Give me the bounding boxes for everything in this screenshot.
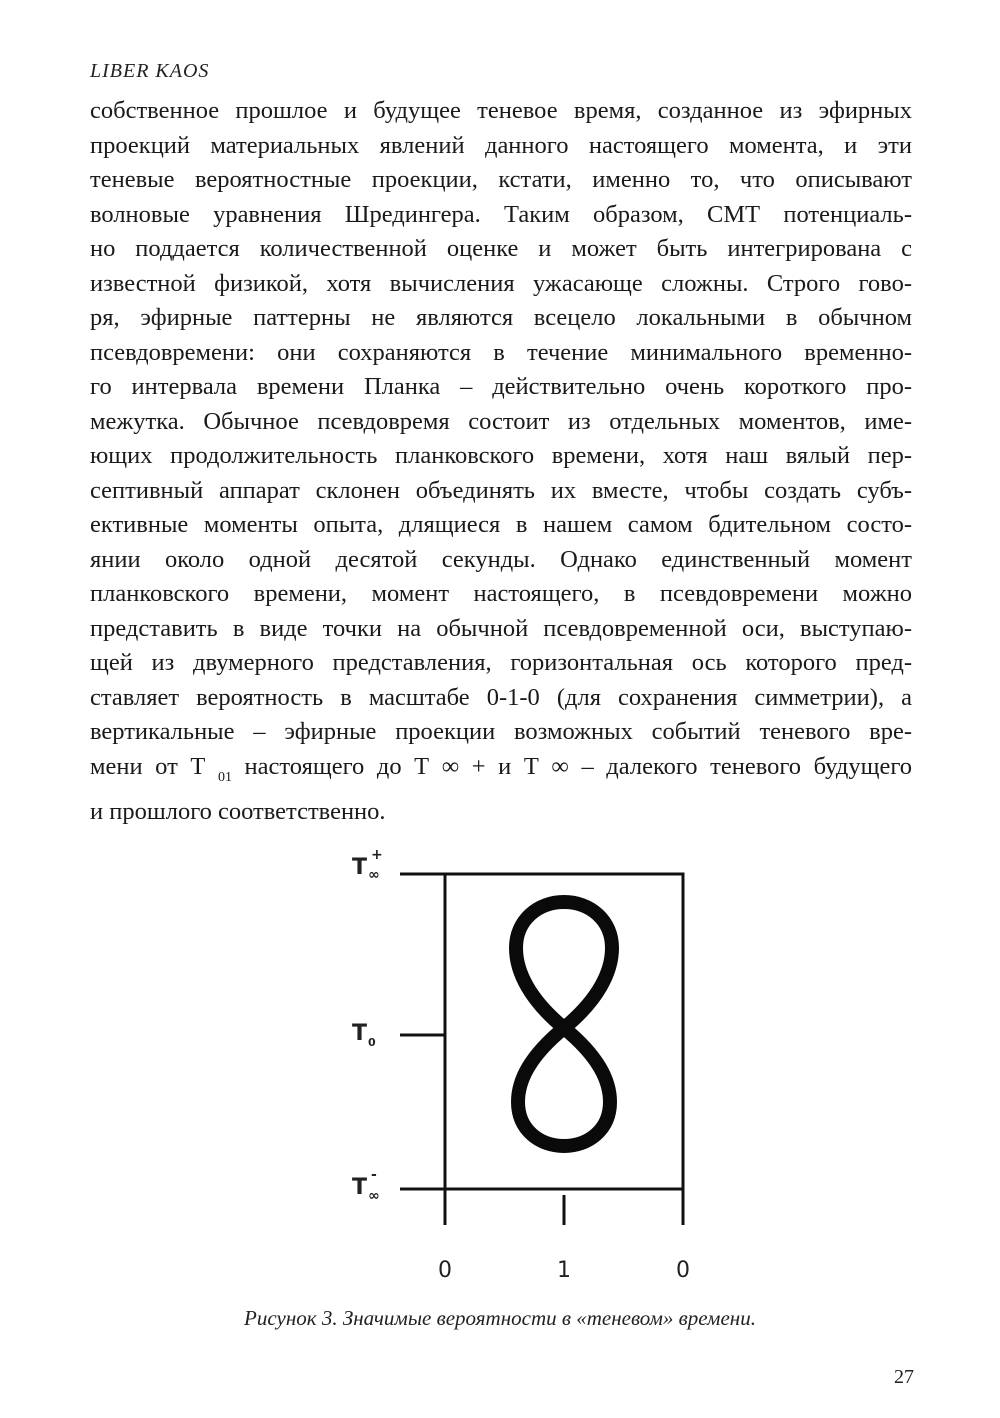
text-line: представить в виде точки на обычной псевдовременной оси, выступаю- — [90, 614, 912, 642]
figure-caption: Рисунок 3. Значимые вероятности в «теневом» времени. — [244, 1306, 756, 1330]
label-sup: - — [371, 1167, 377, 1183]
label-sub: ∞ — [368, 867, 380, 883]
label-t-inf-plus — [352, 847, 383, 883]
text-line: вертикальные – эфирные проекции возможных событий теневого вре- — [90, 718, 912, 745]
text-line: щей из двумерного представления, горизонтальная ось которого пред- — [90, 649, 912, 676]
text-line: ставляет вероятность в масштабе 0-1-0 (для сохранения симметрии), а — [90, 683, 912, 711]
x-label: 0 — [438, 1258, 452, 1283]
text-line: септивный аппарат склонен объединять их вместе, чтобы создать субъ- — [90, 476, 912, 504]
label-sup: + — [371, 847, 383, 863]
label-t-inf-minus — [352, 1167, 380, 1204]
page-number: 27 — [894, 1366, 914, 1388]
text-fragment: мени от Т — [90, 752, 218, 780]
label-t: T — [352, 855, 368, 880]
text-line: го интервала времени Планка – действительно очень короткого про- — [90, 373, 912, 400]
text-line: межутка. Обычное псевдовремя состоит из отдельных моментов, име- — [90, 407, 912, 435]
text-line: проекций материальных явлений данного настоящего момента, и эти — [90, 131, 912, 159]
label-sub: ∞ — [368, 1188, 380, 1204]
figure-diagram — [330, 840, 730, 1300]
text-line: ющих продолжительность планковского времени, хотя наш вялый пер- — [90, 442, 912, 469]
text-line: известной физикой, хотя вычисления ужасающе сложны. Строго гово- — [90, 269, 912, 297]
text-line: псевдовремени: они сохраняются в течение минимального временно- — [90, 338, 912, 366]
text-line: теневые вероятностные проекции, кстати, именно то, что описывают — [90, 166, 912, 193]
text-line-with-subscript — [90, 750, 912, 796]
label-sub: 0 — [368, 1036, 376, 1049]
text-line: планковского времени, момент настоящего, в псевдовремени можно — [90, 580, 912, 607]
diagram-svg — [330, 840, 730, 1300]
body-paragraph — [90, 94, 912, 830]
text-line: но поддается количественной оценке и может быть интегрирована с — [90, 235, 912, 262]
label-t: T — [352, 1021, 368, 1046]
label-t: T — [352, 1175, 368, 1200]
text-line: янии около одной десятой секунды. Однако единственный момент — [90, 545, 912, 573]
x-label: 1 — [557, 1258, 571, 1283]
label-t0 — [352, 1021, 376, 1049]
text-fragment: настоящего до Т ∞ + и Т ∞ – далекого теневого будущего — [231, 752, 913, 780]
text-line: собственное прошлое и будущее теневое время, созданное из эфирных — [90, 97, 912, 124]
x-label: 0 — [676, 1258, 690, 1283]
running-head: LIBER KAOS — [90, 60, 210, 82]
text-line: и прошлого соответственно. — [90, 798, 386, 825]
figure-eight-symbol — [516, 902, 612, 1146]
text-line: волновые уравнения Шредингера. Таким образом, СМТ потенциаль- — [90, 200, 912, 228]
text-line: ря, эфирные паттерны не являются всецело локальными в обычном — [90, 304, 912, 331]
subscript: 01 — [217, 769, 232, 785]
text-line: ективные моменты опыта, длящиеся в нашем самом бдительном состо- — [90, 511, 912, 538]
